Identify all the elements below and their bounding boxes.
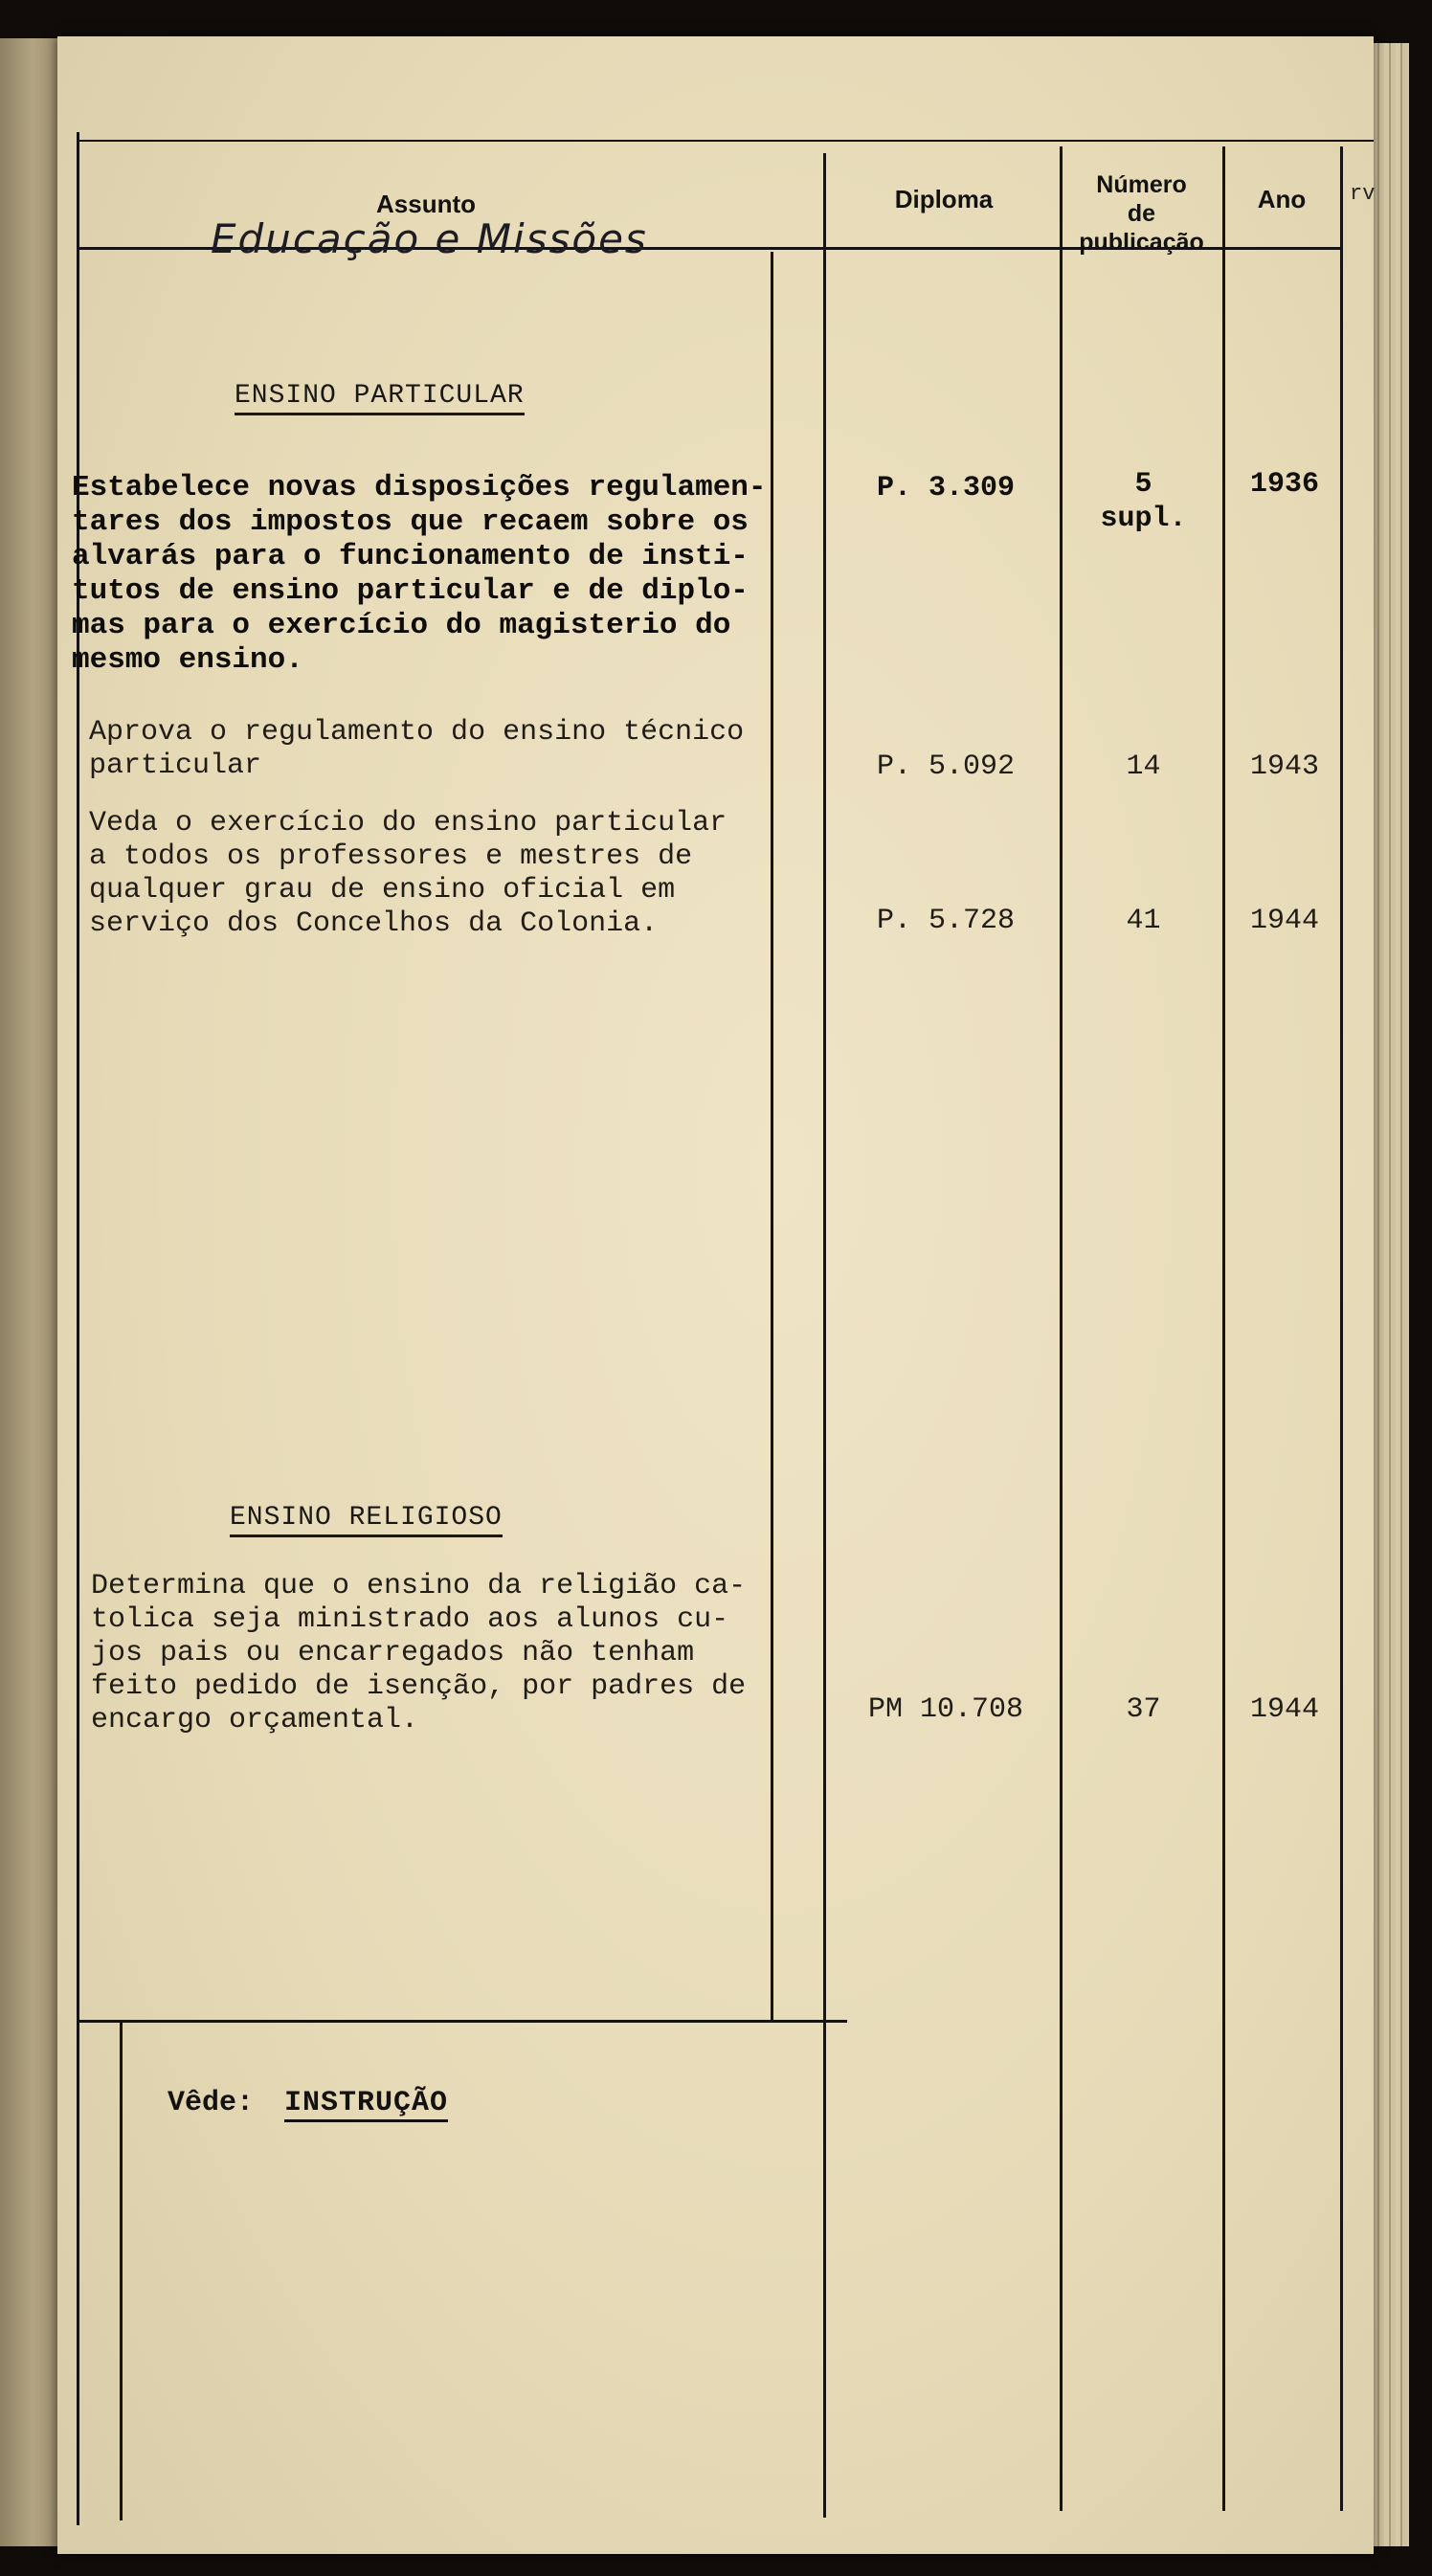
section-bottom-rule xyxy=(77,2020,847,2023)
entry-number: 41 xyxy=(1126,905,1161,937)
number-column-rule xyxy=(1222,146,1225,2511)
subject-column-rule xyxy=(823,153,826,2518)
entry-number: 5 supl. xyxy=(1100,468,1187,535)
adjacent-left-page xyxy=(0,38,59,2546)
entry-diploma: PM 10.708 xyxy=(867,1693,1024,1726)
see-also-link[interactable]: INSTRUÇÃO xyxy=(284,2087,448,2122)
edge-fragment: rv xyxy=(1350,182,1376,206)
section-heading-ensino-religioso: ENSINO RELIGIOSO xyxy=(230,1503,503,1537)
number-header-line1: Número xyxy=(1096,171,1187,198)
entry-number: 37 xyxy=(1126,1693,1161,1726)
entry-year: 1944 xyxy=(1249,905,1319,937)
subject-inner-rule xyxy=(771,252,773,2023)
entry-year: 1944 xyxy=(1249,1693,1319,1726)
number-header xyxy=(1063,170,1220,257)
footer-margin-rule xyxy=(120,2023,123,2520)
entry-year: 1936 xyxy=(1249,468,1319,501)
number-header-line2: de publicação xyxy=(1079,200,1204,256)
entry-text: Aprova o regulamento do ensino técnico particular xyxy=(89,716,745,782)
handwritten-subject: Educação e Missões xyxy=(211,215,648,262)
see-also-label: Vêde: xyxy=(168,2087,255,2119)
subject-header: Assunto xyxy=(376,190,476,218)
diploma-header: Diploma xyxy=(894,185,994,213)
entry-text: Determina que o ensino da religião ca- tolica seja ministrado aos alunos cu- jos pais ou encarregados não tenham feito pedido de isenção, por padres de encargo orçamental. xyxy=(91,1570,747,1736)
entry-text: Veda o exercício do ensino particular a todos os professores e mestres de qualquer grau de ensino oficial em serviço dos Concelhos da Colonia. xyxy=(89,807,727,940)
entry-text: Estabelece novas disposições regulamen- tares dos impostos que recaem sobre os alvarás para o funcionamento de insti- tutos de ensino particular e de diplo- mas para o exercício do magisterio do mesmo ensino. xyxy=(72,471,767,677)
section-heading-ensino-particular: ENSINO PARTICULAR xyxy=(235,381,525,415)
top-rule xyxy=(77,140,1374,142)
entry-diploma: P. 3.309 xyxy=(876,472,1016,504)
entry-year: 1943 xyxy=(1249,750,1319,783)
year-header: Ano xyxy=(1257,185,1307,213)
entry-number: 14 xyxy=(1126,750,1161,783)
entry-diploma: P. 5.728 xyxy=(876,905,1016,937)
entry-diploma: P. 5.092 xyxy=(876,750,1016,783)
